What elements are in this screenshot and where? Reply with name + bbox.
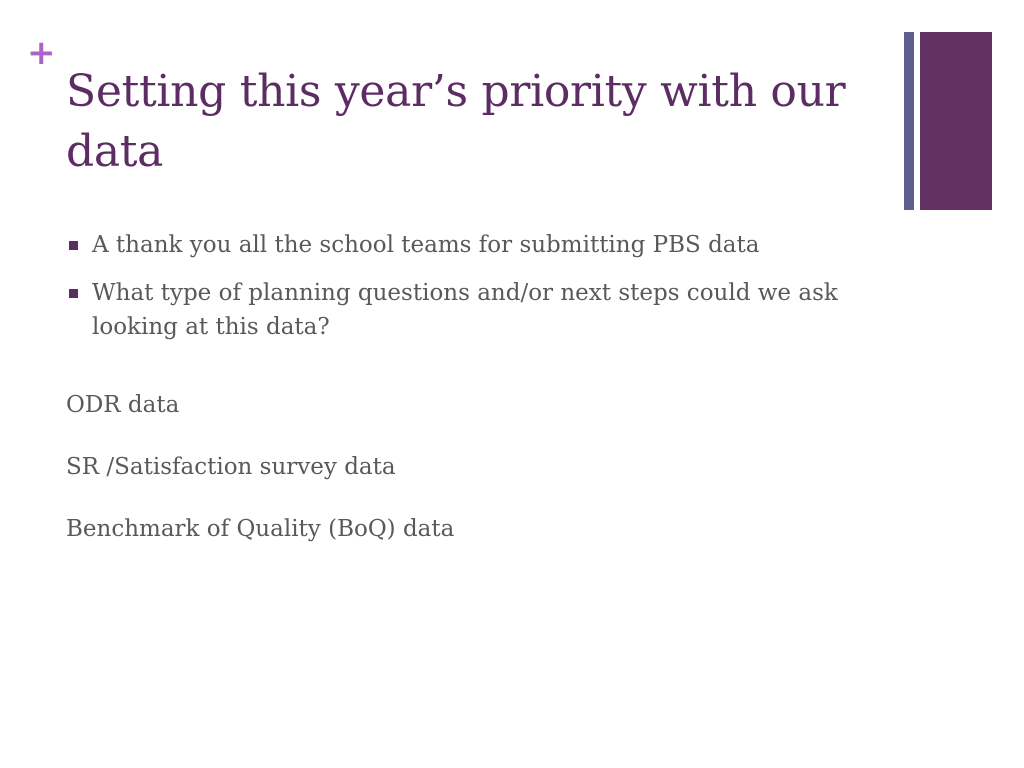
bullet-item xyxy=(66,228,896,262)
square-bullet-icon xyxy=(69,289,78,298)
bullet-text: A thank you all the school teams for submitting PBS data xyxy=(92,232,760,258)
body-line: Benchmark of Quality (BoQ) data xyxy=(66,516,455,542)
body-line: SR /Satisfaction survey data xyxy=(66,454,396,480)
accent-bar-thin xyxy=(904,32,914,210)
square-bullet-icon xyxy=(69,241,78,250)
bullet-text: What type of planning questions and/or next steps could we ask looking at this data? xyxy=(92,280,838,340)
slide-title: Setting this year’s priority with our data xyxy=(66,66,846,177)
bullet-item xyxy=(66,276,896,344)
plus-icon: + xyxy=(27,33,56,73)
accent-bar-thick xyxy=(920,32,992,210)
bullet-list xyxy=(66,228,896,358)
body-line: ODR data xyxy=(66,392,180,418)
